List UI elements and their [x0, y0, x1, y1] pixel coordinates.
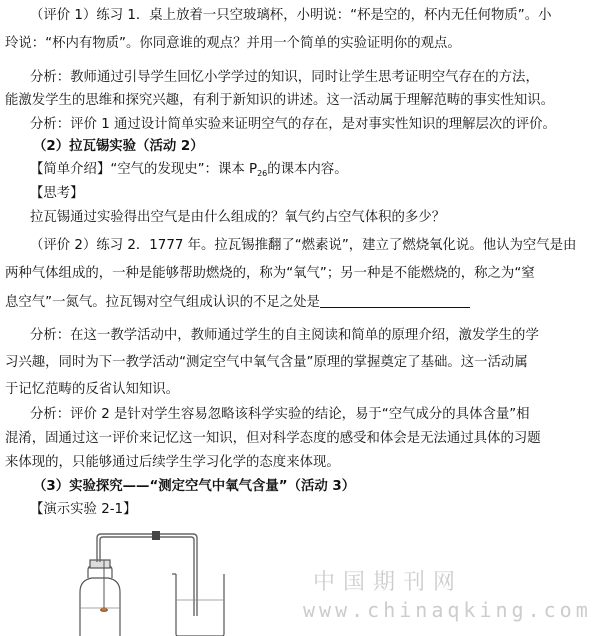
analysis-4-line-2: 混淆，固通过这一评价来记忆这一知识，但对科学态度的感受和体会是无法通过具体的习题 [5, 431, 541, 446]
analysis-1-line-1: 分析：教师通过引导学生回忆小学学过的知识，同时让学生思考证明空气存在的方法， [30, 70, 539, 85]
analysis-1-line-2: 能激发学生的思维和探究兴趣，有利于新知识的讲述。这一活动属于理解范畴的事实性知识。 [5, 93, 555, 108]
analysis-3-line-2: 习兴趣，同时为下一教学活动“测定空气中氧气含量”原理的掌握奠定了基础。这一活动属 [5, 355, 528, 370]
exercise-2-line-3-text: 息空气”一氮气。拉瓦锡对空气组成认识的不足之处是 [5, 295, 320, 310]
analysis-3-line-1: 分析：在这一教学活动中，教师通过学生的自主阅读和简单的原理介绍，激发学生的学 [30, 328, 539, 343]
exercise-1-line-1: （评价 1）练习 1．桌上放着一只空玻璃杯，小明说：“杯是空的，杯内无任何物质”。小 [30, 8, 552, 23]
section-2-title: （2）拉瓦锡实验（活动 2） [33, 139, 204, 154]
think-label: 【思考】 [30, 186, 84, 201]
exercise-2-line-2: 两种气体组成的，一种是能够帮助燃烧的，称为“氧气”；另一种是不能燃烧的，称之为“窒 [5, 266, 535, 281]
watermark-chinese: 中国期刊网 [313, 570, 464, 595]
analysis-2-line-1: 分析：评价 1 通过设计简单实验来证明空气的存在，是对事实性知识的理解层次的评价。 [30, 117, 556, 132]
section-3-title: （3）实验探究——“测定空气中氧气含量”（活动 3） [33, 479, 356, 494]
water-beaker [172, 574, 224, 636]
question-line: 拉瓦锡通过实验得出空气是由什么组成的？氧气约占空气体积的多少？ [30, 210, 446, 225]
glass-jar [80, 560, 120, 636]
exercise-1-line-2: 玲说：“杯内有物质”。你同意谁的观点？并用一个简单的实验证明你的观点。 [5, 36, 461, 51]
analysis-4-line-1: 分析：评价 2 是针对学生容易忽略该科学实验的结论，易于“空气成分的具体含量”相 [30, 407, 530, 422]
watermark-url: www.chinaqking.com [303, 598, 592, 622]
intro-line [30, 160, 348, 184]
exercise-2-line-3 [5, 292, 470, 313]
answer-blank [320, 292, 470, 308]
analysis-3-line-3: 于记忆范畴的反省认知知识。 [5, 382, 180, 397]
exercise-2-line-1: （评价 2）练习 2．1777 年。拉瓦锡推翻了“燃素说”，建立了燃烧氧化说。他认为空气是由 [30, 238, 577, 253]
demo-label: 【演示实验 2-1】 [30, 502, 137, 517]
lab-apparatus-illustration [60, 530, 230, 636]
intro-suffix: 的课本内容。 [267, 162, 348, 177]
intro-prefix: 【简单介绍】“空气的发现史”：课本 P [30, 162, 258, 177]
analysis-4-line-3: 来体现的，只能够通过后续学生学习化学的态度来体现。 [5, 455, 340, 470]
page-subscript: 26 [257, 169, 268, 178]
